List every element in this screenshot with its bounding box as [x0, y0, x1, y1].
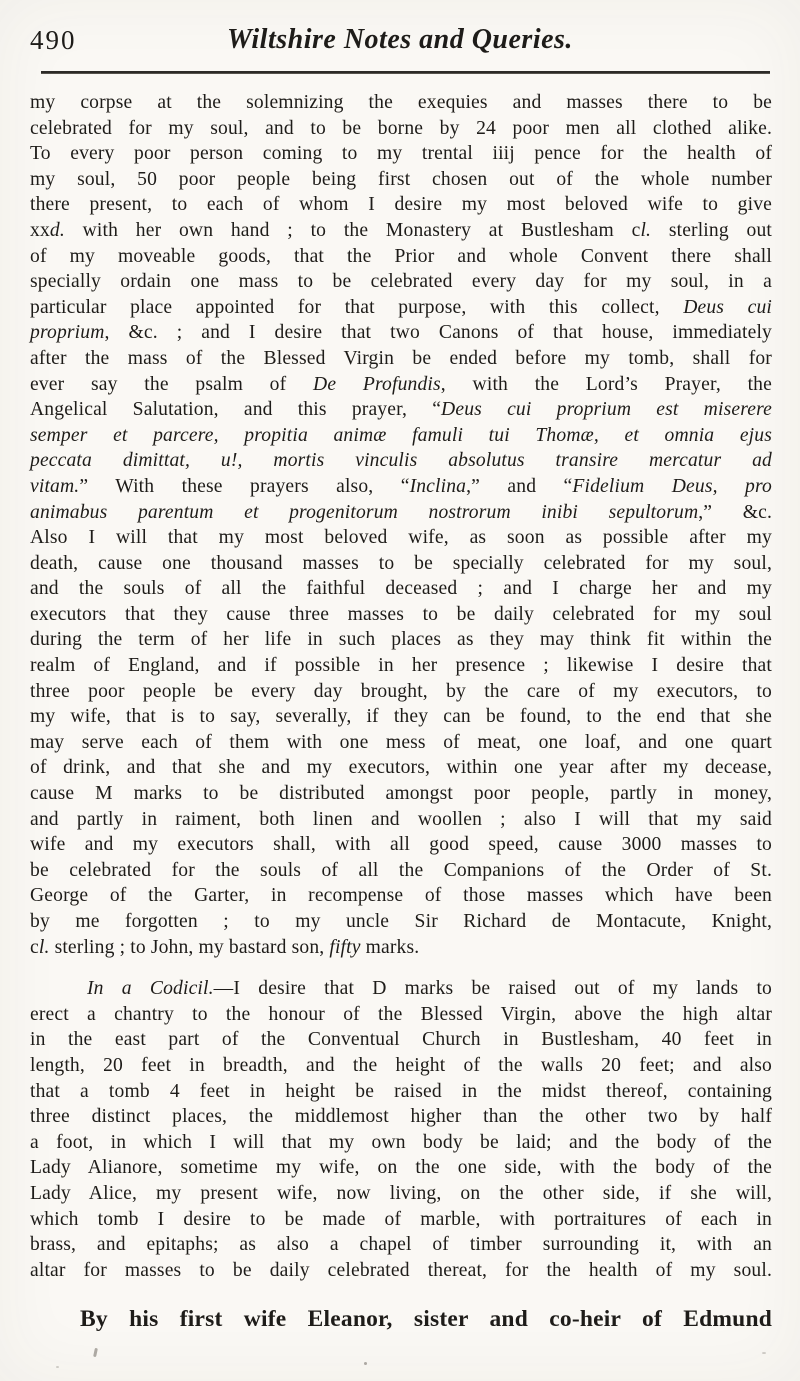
scan-artifact	[364, 1362, 367, 1365]
text-line: semper et parcere, propitia animæ famuli tui Thomæ, et omnia ejus	[30, 424, 772, 446]
text-line: and partly in raiment, both linen and woollen ; also I will that my said	[30, 808, 772, 830]
text-line: George of the Garter, in recompense of those masses which have been	[30, 885, 772, 907]
page-header	[0, 0, 800, 64]
text-line: be celebrated for the souls of all the Companions of the Order of St.	[30, 859, 772, 881]
text-line: peccata dimittat, u!, mortis vinculis absolutus transire mercatur ad	[30, 450, 772, 472]
body-text	[30, 90, 772, 1283]
text-line: a foot, in which I will that my own body be laid; and the body of the	[30, 1131, 772, 1153]
text-line: length, 20 feet in breadth, and the height of the walls 20 feet; and also	[30, 1054, 772, 1076]
text-line: To every poor person coming to my trental iiij pence for the health of	[30, 143, 772, 165]
text-line: of drink, and that she and my executors, within one year after my decease,	[30, 757, 772, 779]
text-line: xxd. with her own hand ; to the Monastery at Bustlesham cl. sterling out	[30, 219, 772, 241]
text-line: that a tomb 4 feet in height be raised in the midst thereof, containing	[30, 1080, 772, 1102]
text-line: and the souls of all the faithful deceased ; and I charge her and my	[30, 578, 772, 600]
text-line: which tomb I desire to be made of marble, with portraitures of each in	[30, 1208, 772, 1230]
text-line: executors that they cause three masses to be daily celebrated for my soul	[30, 603, 772, 625]
text-line: Lady Alianore, sometime my wife, on the one side, with the body of the	[30, 1157, 772, 1179]
text-line: three poor people be every day brought, by the care of my executors, to	[30, 680, 772, 702]
text-line: in the east part of the Conventual Church in Bustlesham, 40 feet in	[30, 1029, 772, 1051]
text-line: particular place appointed for that purpose, with this collect, Deus cui	[30, 296, 772, 318]
text-line: In a Codicil.—I desire that D marks be raised out of my lands to	[87, 978, 772, 1000]
text-line: cause M marks to be distributed amongst poor people, partly in money,	[30, 783, 772, 805]
text-line: realm of England, and if possible in her presence ; likewise I desire that	[30, 655, 772, 677]
paragraph	[30, 976, 772, 1283]
text-line: Lady Alice, my present wife, now living, on the other side, if she will,	[30, 1182, 772, 1204]
text-line: three distinct places, the middlemost higher than the other two by half	[30, 1106, 772, 1128]
text-line: Also I will that my most beloved wife, as soon as possible after my	[30, 527, 772, 549]
text-line: altar for masses to be daily celebrated thereat, for the health of my soul.	[30, 1259, 772, 1281]
text-line: proprium, &c. ; and I desire that two Canons of that house, immediately	[30, 322, 772, 344]
text-line: animabus parentum et progenitorum nostrorum inibi sepultorum,” &c.	[30, 501, 772, 523]
text-line: after the mass of the Blessed Virgin be ended before my tomb, shall for	[30, 347, 772, 369]
text-line: my wife, that is to say, severally, if they can be found, to the end that she	[30, 706, 772, 728]
text-line: cl. sterling ; to John, my bastard son, fifty marks.	[30, 936, 420, 958]
scan-artifact	[762, 1352, 766, 1354]
header-rule	[41, 71, 770, 74]
text-line: specially ordain one mass to be celebrated every day for my soul, in a	[30, 271, 772, 293]
footer-line: By his first wife Eleanor, sister and co-heir of Edmund	[80, 1306, 772, 1333]
text-line: vitam.” With these prayers also, “Inclina,” and “Fidelium Deus, pro	[30, 475, 772, 497]
text-line: ever say the psalm of De Profundis, with the Lord’s Prayer, the	[30, 373, 772, 395]
text-line: of my moveable goods, that the Prior and whole Convent there shall	[30, 245, 772, 267]
scan-artifact	[56, 1366, 59, 1368]
text-line: there present, to each of whom I desire my most beloved wife to give	[30, 194, 772, 216]
page-number: 490	[30, 25, 77, 55]
text-line: may serve each of them with one mess of meat, one loaf, and one quart	[30, 731, 772, 753]
text-line: my soul, 50 poor people being first chosen out of the whole number	[30, 168, 772, 190]
text-line: Angelical Salutation, and this prayer, “Deus cui proprium est miserere	[30, 399, 772, 421]
text-line: death, cause one thousand masses to be specially celebrated for my soul,	[30, 552, 772, 574]
text-line: wife and my executors shall, with all good speed, cause 3000 masses to	[30, 834, 772, 856]
text-line: by me forgotten ; to my uncle Sir Richard de Montacute, Knight,	[30, 911, 772, 932]
text-line: during the term of her life in such places as they may think fit within the	[30, 629, 772, 651]
running-title: Wiltshire Notes and Queries.	[227, 24, 573, 55]
text-line: celebrated for my soul, and to be borne by 24 poor men all clothed alike.	[30, 117, 772, 139]
text-line: brass, and epitaphs; as also a chapel of timber surrounding it, with an	[30, 1234, 772, 1256]
scan-artifact	[93, 1348, 98, 1357]
text-line: my corpse at the solemnizing the exequies and masses there to be	[30, 92, 772, 113]
paragraph	[30, 90, 772, 960]
text-line: erect a chantry to the honour of the Blessed Virgin, above the high altar	[30, 1003, 772, 1025]
